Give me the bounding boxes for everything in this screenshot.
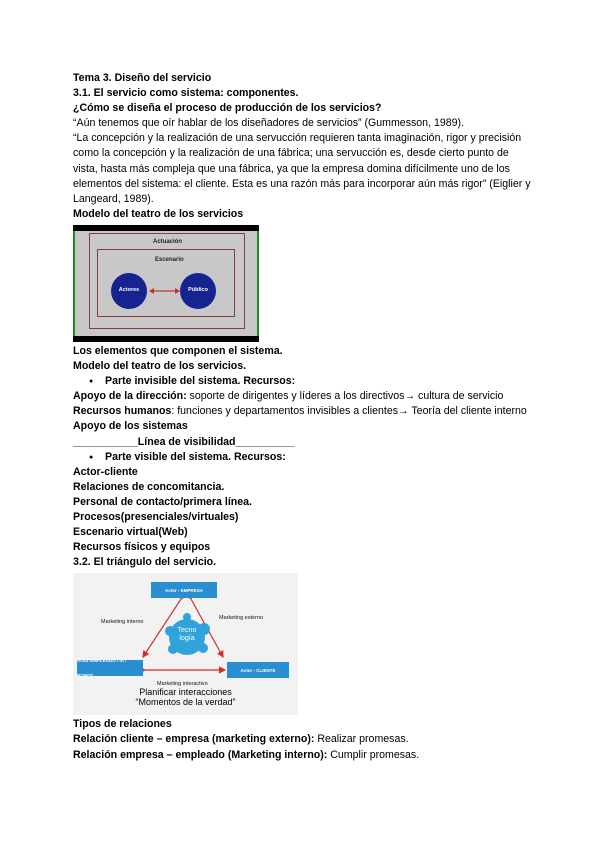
linea-visibilidad: ___________Línea de visibilidad__________ <box>73 435 295 448</box>
elements-heading: Los elementos que componen el sistema. <box>73 344 283 357</box>
double-arrow-icon <box>75 231 261 336</box>
actores-label: Actores <box>118 287 140 294</box>
relacion-1-text: Realizar promesas. <box>314 733 409 746</box>
service-triangle-figure <box>73 573 298 715</box>
bullet-visible: ● Parte visible del sistema. Recursos: <box>73 450 533 465</box>
section-3-2: 3.2. El triángulo del servicio. <box>73 556 217 569</box>
concomitancia: Relaciones de concomitancia. <box>73 480 225 493</box>
tecnologia-label: Tecno logía <box>177 627 197 643</box>
recursos-fisicos: Recursos físicos y equipos <box>73 541 211 554</box>
bullet-invisible: ● Parte invisible del sistema. Recursos: <box>73 374 533 389</box>
theatre-model-subheading: Modelo del teatro de los servicios. <box>73 360 247 373</box>
procesos: Procesos(presenciales/virtuales) <box>73 510 239 523</box>
actor-empleado-label: Actor-EMPLEADO / IA / ROBOT <box>77 658 127 679</box>
section-3-1: 3.1. El servicio como sistema: componentes. <box>73 87 299 100</box>
actor-cliente: Actor-cliente <box>73 465 138 478</box>
quote-eiglier: “La concepción y la realización de una servucción requieren tanta imaginación, rigor y precisión como la concepción y la realización de una fábrica; una servucción es, desde cierto punto de vista, hasta más compleja que una fábrica, ya que la empresa domina difícilmente uno de los elementos del sistema: el cliente. Esta es una razón más para incorporar aún más rigor” (Eiglier y Langeard, 1989). <box>73 132 531 205</box>
apoyo-direccion-label: Apoyo de la dirección: <box>73 390 187 403</box>
figure-bottom-bar <box>73 336 259 342</box>
personal-contacto: Personal de contacto/primera línea. <box>73 495 252 508</box>
tipos-relaciones: Tipos de relaciones <box>73 718 172 731</box>
question: ¿Cómo se diseña el proceso de producción de los servicios? <box>73 102 382 115</box>
caption-planificar: Planificar interacciones <box>139 687 232 698</box>
apoyo-sistemas: Apoyo de los sistemas <box>73 420 188 433</box>
relacion-cliente-empresa <box>73 732 533 747</box>
relacion-2-label: Relación empresa – empleado (Marketing interno): <box>73 748 328 761</box>
relacion-1-label: Relación cliente – empresa (marketing externo): <box>73 733 315 746</box>
recursos-humanos-label: Recursos humanos <box>73 405 172 418</box>
figure-frame <box>73 231 259 336</box>
caption-momentos: “Momentos de la verdad” <box>135 697 236 708</box>
theatre-model-figure <box>73 225 259 342</box>
actor-empresa-box <box>151 582 217 598</box>
theatre-model-heading: Modelo del teatro de los servicios <box>73 207 244 220</box>
relacion-empresa-empleado <box>73 748 533 763</box>
actor-cliente-label: Actor - CLIENTE <box>240 667 276 673</box>
document-body <box>73 71 533 763</box>
marketing-interactivo-label: Marketing interactivo <box>157 681 208 688</box>
actor-empleado-box <box>77 658 143 679</box>
escenario-virtual: Escenario virtual(Web) <box>73 526 188 539</box>
escenario-label: Escenario <box>155 256 184 263</box>
actuacion-label: Actuación <box>153 238 183 245</box>
marketing-externo-label: Marketing externo <box>219 615 264 622</box>
marketing-interno-label: Marketing interno <box>101 619 144 626</box>
publico-label: Público <box>188 287 208 294</box>
recursos-humanos-text: : funciones y departamentos invisibles a clientes→ Teoría del cliente interno <box>171 405 527 418</box>
quote-gummesson: “Aún tenemos que oír hablar de los diseñadores de servicios” (Gummesson, 1989). <box>73 117 464 130</box>
apoyo-direccion <box>73 389 533 404</box>
recursos-humanos <box>73 404 533 419</box>
actor-empresa-label: Actor - EMPRESA <box>164 587 203 593</box>
relacion-2-text: Cumplir promesas. <box>327 748 420 761</box>
actor-cliente-box <box>227 662 289 678</box>
doc-title: Tema 3. Diseño del servicio <box>73 72 212 84</box>
apoyo-direccion-text: soporte de dirigentes y líderes a los directivos→ cultura de servicio <box>186 390 504 403</box>
